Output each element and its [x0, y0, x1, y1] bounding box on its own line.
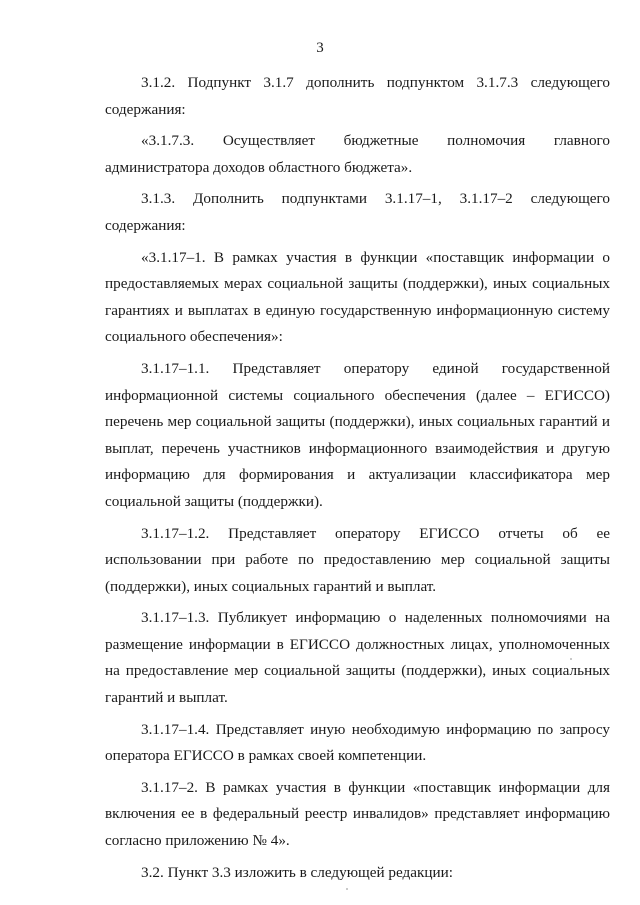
paragraph-3-1-17-1: «3.1.17–1. В рамках участия в функции «поставщик информации о предоставляемых мерах социальной защиты (поддержки), иных социальных гарантиях и выплатах в единую государственную информационную систему социального обеспечения»: [105, 248, 610, 346]
paragraph-3-1-17-1-2: 3.1.17–1.2. Представляет оператору ЕГИССО отчеты об ее использовании при работе по предоставлению мер социальной защиты (поддержки), иных социальных гарантий и выплат. [105, 524, 610, 595]
page-number: 3 [316, 40, 324, 56]
paragraph-3-2: 3.2. Пункт 3.3 изложить в следующей редакции: [141, 863, 454, 881]
paragraph-3-1-17-1-1: 3.1.17–1.1. Представляет оператору единой государственной информационной системы социального обеспечения (далее – ЕГИССО) перечень мер социальной защиты (поддержки), иных социальных гарантий и выплат, перечень участников информационного взаимодействия и другую информацию для формирования и актуализации классификатора мер социальной защиты (поддержки). [105, 359, 610, 510]
paragraph-3-1-17-2: 3.1.17–2. В рамках участия в функции «поставщик информации для включения ее в федеральный реестр инвалидов» представляет информацию согласно приложению № 4». [105, 778, 610, 850]
scan-speck [346, 888, 348, 890]
paragraph-3-1-3: 3.1.3. Дополнить подпунктами 3.1.17–1, 3.1.17–2 следующего содержания: [105, 190, 610, 234]
scan-speck [570, 658, 572, 660]
paragraph-3-1-17-1-4: 3.1.17–1.4. Представляет иную необходимую информацию по запросу оператора ЕГИССО в рамках своей компетенции. [105, 720, 610, 765]
paragraph-3-1-2: 3.1.2. Подпункт 3.1.7 дополнить подпунктом 3.1.7.3 следующего содержания: [105, 74, 610, 118]
paragraph-3-1-7-3: «3.1.7.3. Осуществляет бюджетные полномочия главного администратора доходов областного бюджета». [105, 132, 610, 176]
paragraph-3-1-17-1-3: 3.1.17–1.3. Публикует информацию о наделенных полномочиями на размещение информации в ЕГИССО должностных лицах, уполномоченных на предоставление мер социальной защиты (поддержки), иных социальных гарантий и выплат. [105, 609, 610, 707]
document-body [105, 70, 610, 891]
